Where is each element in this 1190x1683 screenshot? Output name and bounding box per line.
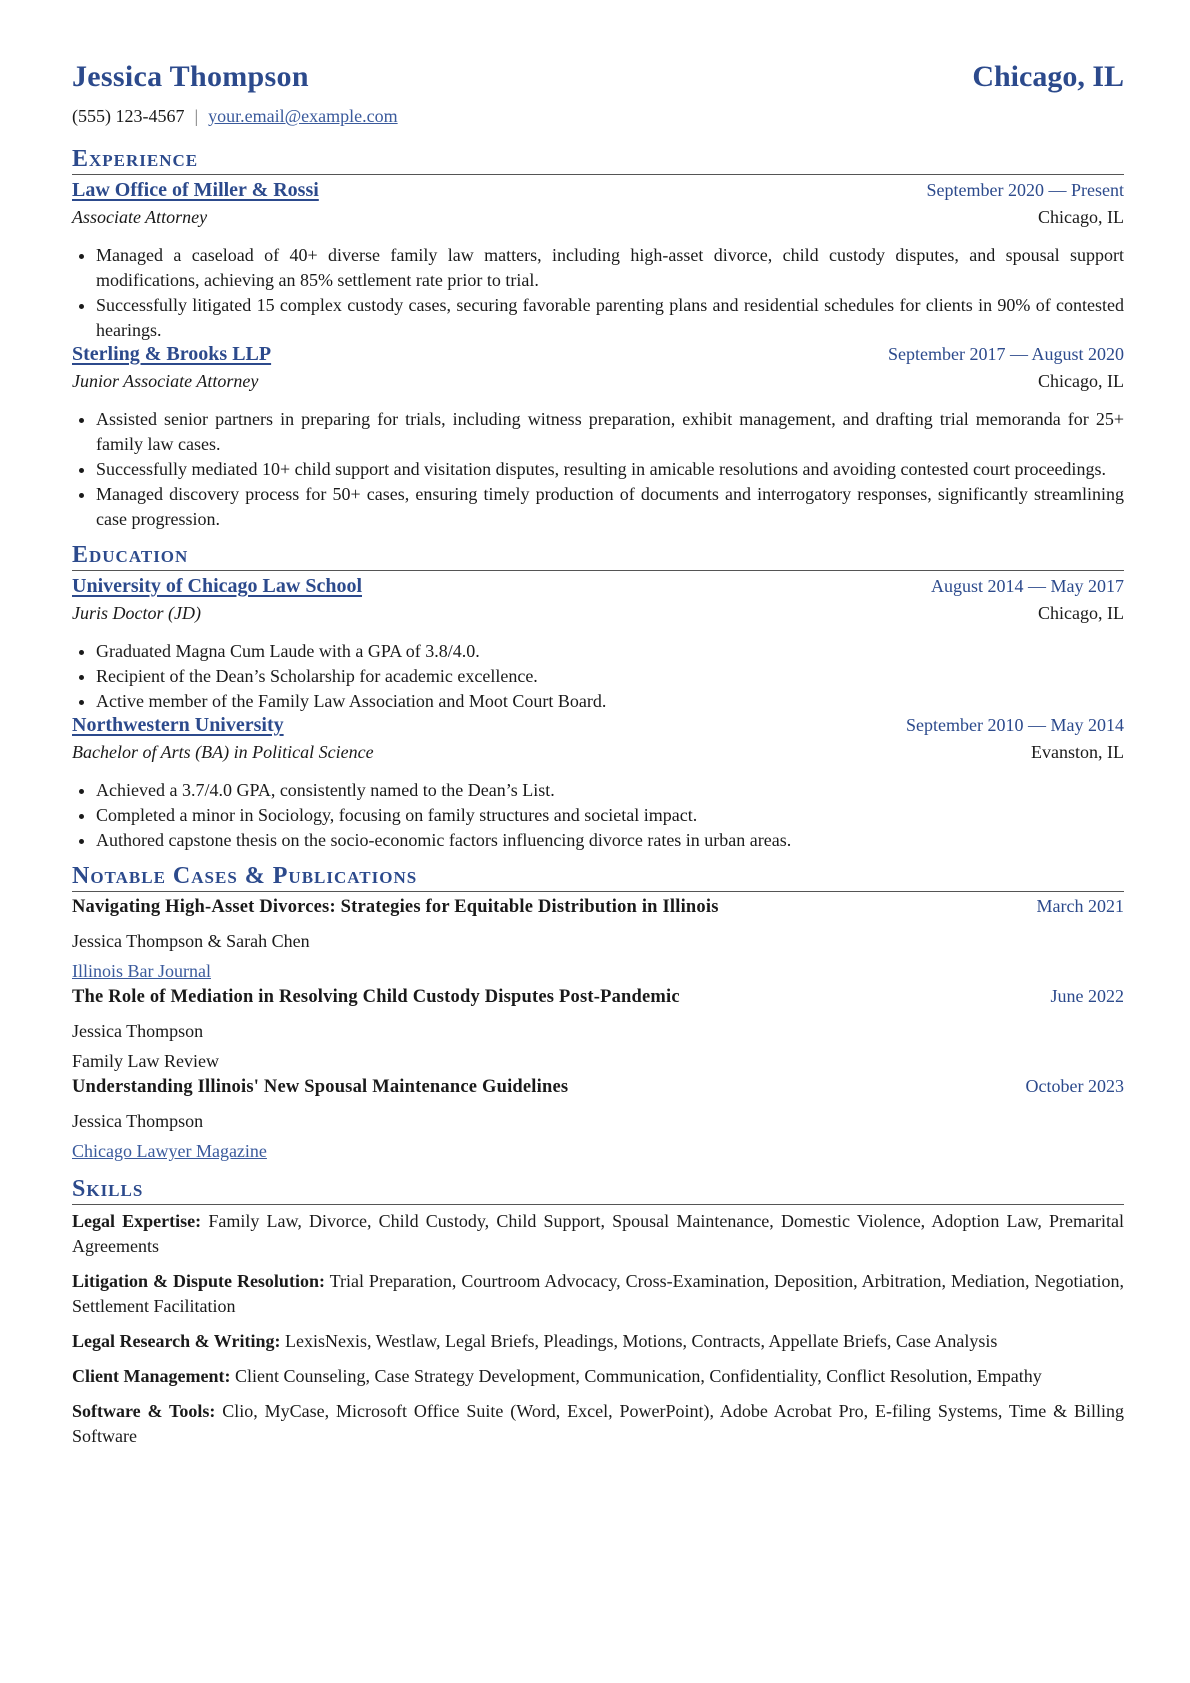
candidate-name: Jessica Thompson xyxy=(72,60,309,93)
achievement-item: • Managed a caseload of 40+ diverse family law matters, including high-asset divorce, child custody disputes, and spousal support modifications, achieving an 85% settlement rate prior to trial. xyxy=(96,243,1124,293)
publication-authors: Jessica Thompson xyxy=(72,1021,204,1041)
skill-category: Client Management: xyxy=(72,1366,231,1386)
phone-number: (555) 123-4567 xyxy=(72,106,185,126)
highlight-item: • Active member of the Family Law Association and Moot Court Board. xyxy=(96,689,1124,714)
resume-header xyxy=(72,60,1124,104)
publication-entry xyxy=(72,1076,1124,1166)
publication-venue-link[interactable]: Chicago Lawyer Magazine xyxy=(72,1141,267,1161)
education-entry xyxy=(72,714,1124,853)
employment-dates: September 2020 — Present xyxy=(926,180,1124,200)
skill-group xyxy=(72,1209,1124,1259)
employer-link[interactable]: Sterling & Brooks LLP xyxy=(72,343,272,365)
publication-venue-link[interactable]: Illinois Bar Journal xyxy=(72,961,211,981)
section-title-publications: Notable Cases & Publications xyxy=(72,863,418,889)
publication-title: The Role of Mediation in Resolving Child Custody Disputes Post-Pandemic xyxy=(72,987,680,1007)
experience-section xyxy=(72,146,1124,532)
skill-category: Legal Research & Writing: xyxy=(72,1331,281,1351)
resume-page xyxy=(72,60,1124,1459)
degree: Juris Doctor (JD) xyxy=(72,603,201,623)
skill-list: Family Law, Divorce, Child Custody, Child Support, Spousal Maintenance, Domestic Violence, Adoption Law, Premarital Agreements xyxy=(72,1211,1124,1256)
publication-date: June 2022 xyxy=(1050,986,1124,1006)
experience-entry xyxy=(72,179,1124,343)
contact-separator: | xyxy=(194,106,199,126)
publication-authors: Jessica Thompson xyxy=(72,1111,204,1131)
employer-link[interactable]: Law Office of Miller & Rossi xyxy=(72,179,319,201)
achievement-item: • Successfully litigated 15 complex custody cases, securing favorable parenting plans and residential schedules for clients in 90% of contested hearings. xyxy=(96,293,1124,343)
achievement-item: • Managed discovery process for 50+ cases, ensuring timely production of documents and interrogatory responses, significantly streamlining case progression. xyxy=(96,482,1124,532)
education-section xyxy=(72,542,1124,853)
job-title: Junior Associate Attorney xyxy=(72,371,259,391)
publication-entry xyxy=(72,896,1124,986)
section-divider xyxy=(72,570,1124,571)
achievement-list xyxy=(72,407,1124,532)
skill-group xyxy=(72,1399,1124,1449)
section-title-skills: Skills xyxy=(72,1176,144,1202)
education-dates: September 2010 — May 2014 xyxy=(906,715,1124,735)
section-title-experience: Experience xyxy=(72,146,199,172)
skill-list: LexisNexis, Westlaw, Legal Briefs, Pleadings, Motions, Contracts, Appellate Briefs, Case Analysis xyxy=(284,1331,998,1351)
skill-category: Legal Expertise: xyxy=(72,1211,202,1231)
achievement-item: • Assisted senior partners in preparing for trials, including witness preparation, exhibit management, and drafting trial memoranda for 25+ family law cases. xyxy=(96,407,1124,457)
job-location: Chicago, IL xyxy=(1038,207,1124,227)
highlight-item: • Graduated Magna Cum Laude with a GPA of 3.8/4.0. xyxy=(96,639,1124,664)
publication-title: Understanding Illinois' New Spousal Maintenance Guidelines xyxy=(72,1077,569,1097)
employment-dates: September 2017 — August 2020 xyxy=(888,344,1124,364)
skill-category: Litigation & Dispute Resolution: xyxy=(72,1271,325,1291)
education-highlights xyxy=(72,778,1124,853)
publications-section xyxy=(72,863,1124,1166)
skill-list: Client Counseling, Case Strategy Development, Communication, Confidentiality, Conflict Resolution, Empathy xyxy=(234,1366,1042,1386)
section-divider xyxy=(72,1204,1124,1205)
experience-entry xyxy=(72,343,1124,532)
publication-authors: Jessica Thompson & Sarah Chen xyxy=(72,931,310,951)
education-dates: August 2014 — May 2017 xyxy=(931,576,1124,596)
publication-venue: Family Law Review xyxy=(72,1051,219,1071)
contact-line xyxy=(72,106,1124,132)
school-location: Chicago, IL xyxy=(1038,603,1124,623)
publication-date: March 2021 xyxy=(1036,896,1124,916)
job-title: Associate Attorney xyxy=(72,207,208,227)
education-entry xyxy=(72,575,1124,714)
skill-category: Software & Tools: xyxy=(72,1401,216,1421)
section-divider xyxy=(72,174,1124,175)
degree: Bachelor of Arts (BA) in Political Science xyxy=(72,742,374,762)
skill-group xyxy=(72,1329,1124,1354)
email-link[interactable]: your.email@example.com xyxy=(208,106,398,126)
publication-title: Navigating High-Asset Divorces: Strategies for Equitable Distribution in Illinois xyxy=(72,897,719,917)
school-link[interactable]: University of Chicago Law School xyxy=(72,575,362,597)
education-highlights xyxy=(72,639,1124,714)
publication-entry xyxy=(72,986,1124,1076)
candidate-location: Chicago, IL xyxy=(972,60,1124,93)
school-link[interactable]: Northwestern University xyxy=(72,714,284,736)
highlight-item: • Completed a minor in Sociology, focusing on family structures and societal impact. xyxy=(96,803,1124,828)
section-divider xyxy=(72,891,1124,892)
achievement-list xyxy=(72,243,1124,343)
skill-list: Trial Preparation, Courtroom Advocacy, Cross-Examination, Deposition, Arbitration, Mediation, Negotiation, Settlement Facilitation xyxy=(72,1271,1124,1316)
achievement-item: • Successfully mediated 10+ child support and visitation disputes, resulting in amicable resolutions and avoiding contested court proceedings. xyxy=(96,457,1124,482)
publication-date: October 2023 xyxy=(1025,1076,1124,1096)
school-location: Evanston, IL xyxy=(1031,742,1124,762)
skill-list: Clio, MyCase, Microsoft Office Suite (Word, Excel, PowerPoint), Adobe Acrobat Pro, E-filing Systems, Time & Billing Software xyxy=(72,1401,1124,1446)
job-location: Chicago, IL xyxy=(1038,371,1124,391)
highlight-item: • Recipient of the Dean’s Scholarship for academic excellence. xyxy=(96,664,1124,689)
section-title-education: Education xyxy=(72,542,189,568)
highlight-item: • Achieved a 3.7/4.0 GPA, consistently named to the Dean’s List. xyxy=(96,778,1124,803)
skill-group xyxy=(72,1269,1124,1319)
skill-group xyxy=(72,1364,1124,1389)
skills-section xyxy=(72,1176,1124,1449)
highlight-item: • Authored capstone thesis on the socio-economic factors influencing divorce rates in urban areas. xyxy=(96,828,1124,853)
